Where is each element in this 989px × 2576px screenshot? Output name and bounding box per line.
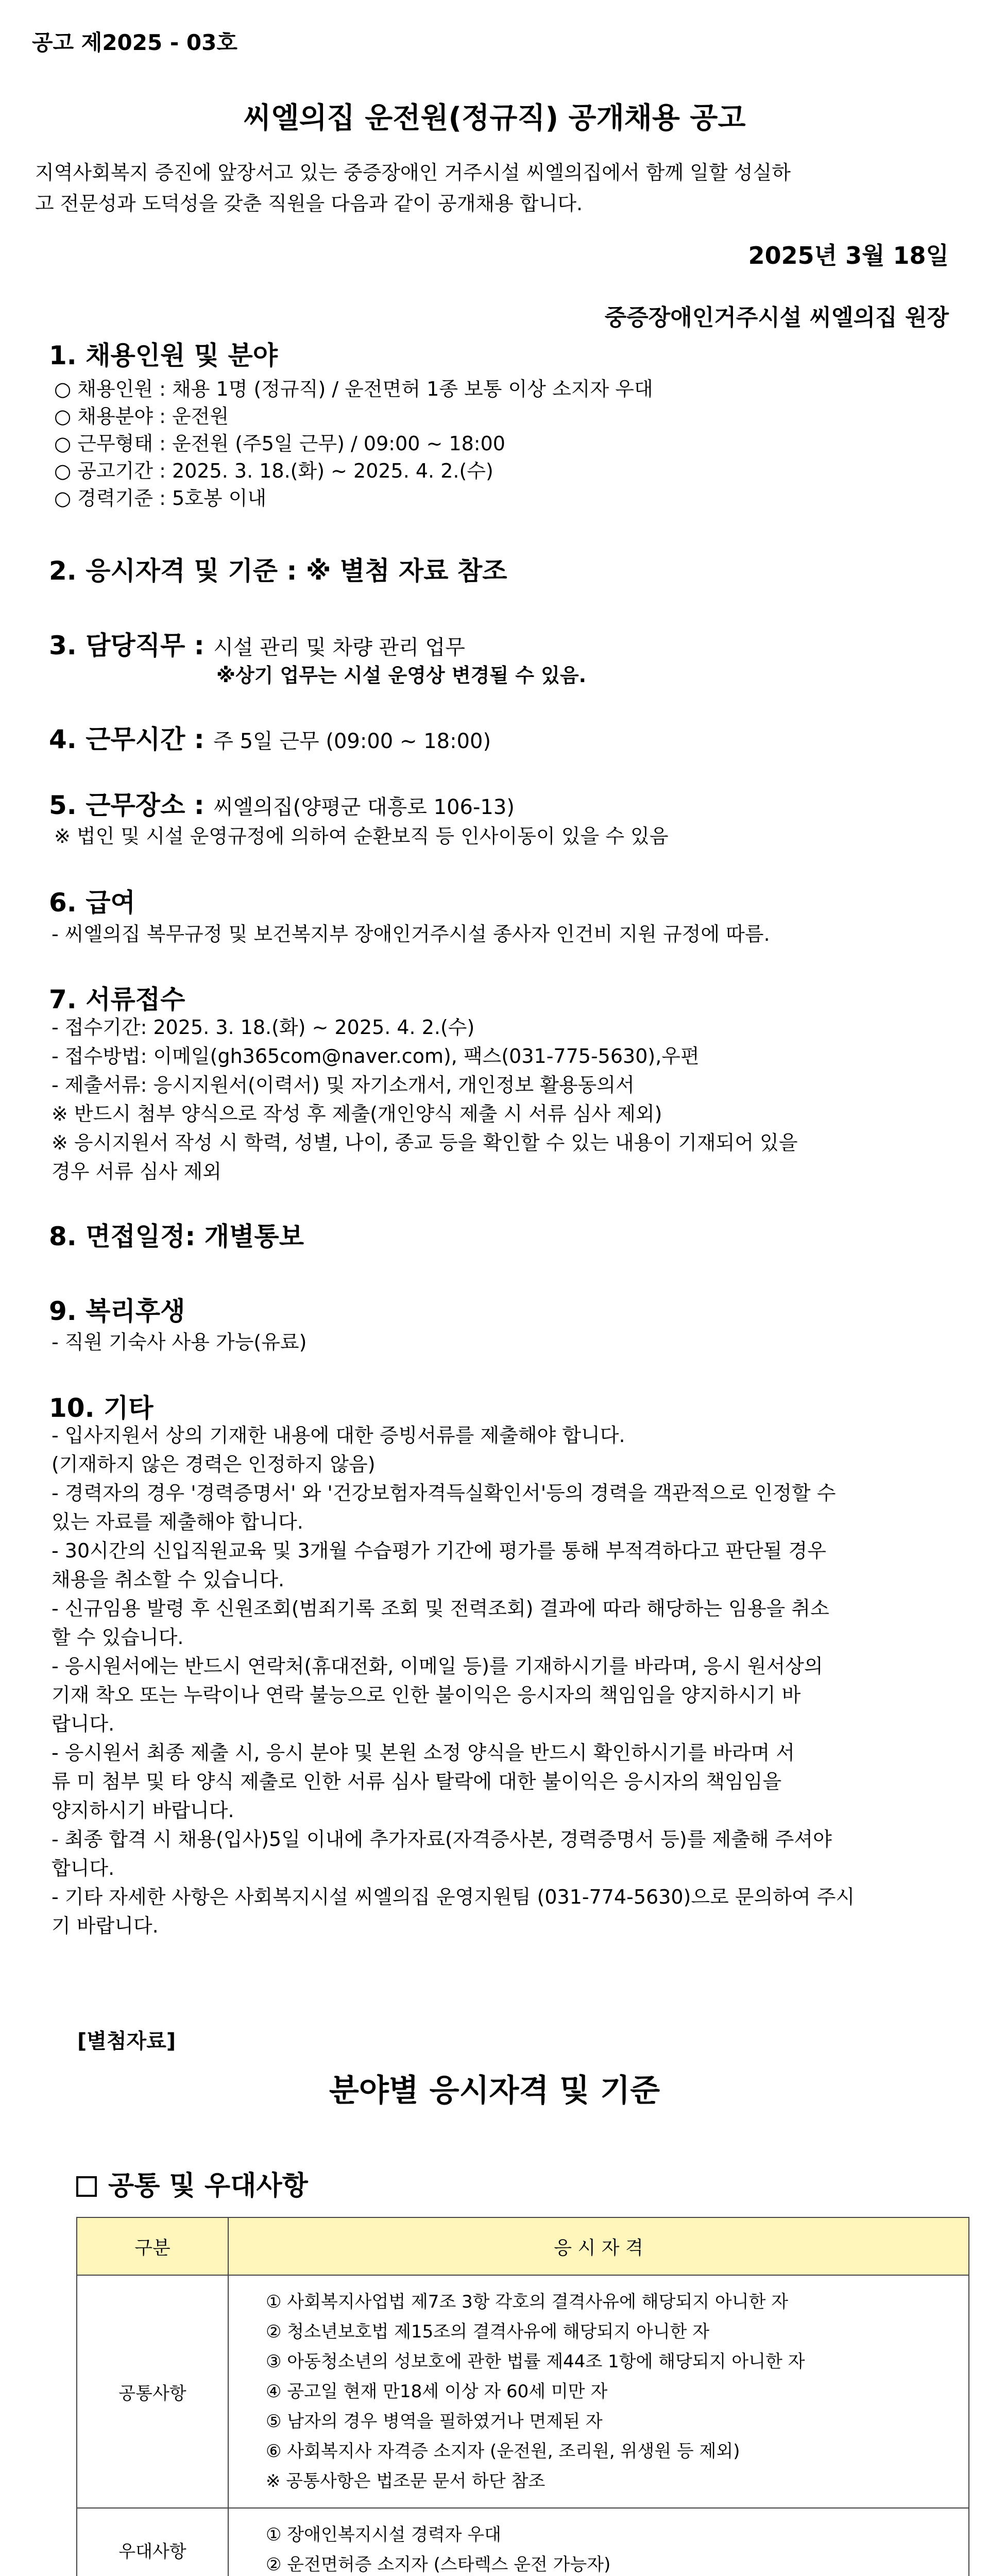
s7-line: - 제출서류: 응시지원서(이력서) 및 자기소개서, 개인정보 활용동의서 <box>52 1074 635 1096</box>
s10-line: 채용을 취소할 수 있습니다. <box>52 1568 285 1591</box>
s10-line: 기재 착오 또는 누락이나 연락 불능으로 인한 불이익은 응시자의 책임임을 양지하시기 바 <box>52 1684 801 1706</box>
qualification-item: ③ 아동청소년의 성보호에 관한 법률 제44조 1항에 해당되지 아니한 자 <box>266 2351 805 2372</box>
s7-line: ※ 반드시 첨부 양식으로 작성 후 제출(개인양식 제출 시 서류 심사 제외) <box>52 1103 662 1125</box>
section-5-text: 씨엘의집(양평군 대흥로 106-13) <box>213 795 515 819</box>
row-items <box>228 2275 969 2508</box>
page-title: 씨엘의집 운전원(정규직) 공개채용 공고 <box>243 101 746 135</box>
s10-line: 기 바랍니다. <box>52 1914 159 1937</box>
qualification-table <box>76 2217 969 2576</box>
s7-line: - 접수기간: 2025. 3. 18.(화) ~ 2025. 4. 2.(수) <box>52 1016 475 1039</box>
qualification-item: ⑥ 사회복지사 자격증 소지자 (운전원, 조리원, 위생원 등 제외) <box>266 2441 740 2462</box>
s10-line: 랍니다. <box>52 1713 115 1735</box>
section-9-text: - 직원 기숙사 사용 가능(유료) <box>52 1331 307 1353</box>
s1-item: ○ 채용분야 : 운전원 <box>54 405 229 428</box>
s1-item: ○ 경력기준 : 5호봉 이내 <box>54 487 267 510</box>
qualification-item: ※ 공통사항은 법조문 문서 하단 참조 <box>266 2471 545 2492</box>
row-category: 우대사항 <box>77 2508 228 2576</box>
row-items <box>228 2508 969 2576</box>
s10-line: 양지하시기 바랍니다. <box>52 1799 234 1822</box>
s10-line: (기재하지 않은 경력은 인정하지 않음) <box>52 1453 376 1476</box>
section-3-text: 시설 관리 및 차량 관리 업무 <box>213 636 465 659</box>
qualification-item: ⑤ 남자의 경우 병역을 필하였거나 면제된 자 <box>266 2411 603 2432</box>
s10-line: - 신규임용 발령 후 신원조회(범죄기록 조회 및 전력조회) 결과에 따라 해당하는 임용을 취소 <box>52 1597 829 1620</box>
section-4-heading <box>49 719 491 756</box>
s10-line: 할 수 있습니다. <box>52 1626 184 1649</box>
row-category: 공통사항 <box>77 2275 228 2508</box>
s10-line: - 기타 자세한 사항은 사회복지시설 씨엘의집 운영지원팀 (031-774-5630)으로 문의하여 주시 <box>52 1886 855 1908</box>
qualification-item: ① 사회복지사업법 제7조 3항 각호의 결격사유에 해당되지 아니한 자 <box>266 2292 789 2312</box>
section-6-heading: 6. 급여 <box>49 888 135 918</box>
common-section-heading <box>76 2164 308 2202</box>
s10-line: 합니다. <box>52 1857 115 1879</box>
qualification-item: ② 청소년보호법 제15조의 결격사유에 해당되지 아니한 자 <box>266 2321 710 2342</box>
table-header-category: 구분 <box>77 2217 228 2275</box>
section-2-heading: 2. 응시자격 및 기준 : ※ 별첨 자료 참조 <box>49 556 507 586</box>
section-5-heading <box>49 785 515 822</box>
s7-line: - 접수방법: 이메일(gh365com@naver.com), 팩스(031-775-5630),우편 <box>52 1045 700 1067</box>
section-4-text: 주 5일 근무 (09:00 ~ 18:00) <box>213 730 491 753</box>
s7-line: ※ 응시지원서 작성 시 학력, 성별, 나이, 종교 등을 확인할 수 있는 내용이 기재되어 있을 <box>52 1131 798 1154</box>
s10-line: - 경력자의 경우 '경력증명서' 와 '건강보험자격득실확인서'등의 경력을 객관적으로 인정할 수 <box>52 1482 836 1504</box>
s10-line: 류 미 첨부 및 타 양식 제출로 인한 서류 심사 탈락에 대한 불이익은 응시자의 책임임을 <box>52 1770 782 1793</box>
section-10-heading: 10. 기타 <box>49 1393 154 1423</box>
section-7-heading: 7. 서류접수 <box>49 985 185 1014</box>
table-header-row <box>77 2217 969 2275</box>
s1-item: ○ 근무형태 : 운전원 (주5일 근무) / 09:00 ~ 18:00 <box>54 432 505 455</box>
s7-line: 경우 서류 심사 제외 <box>52 1160 221 1183</box>
section-3-note: ※상기 업무는 시설 운영상 변경될 수 있음. <box>216 664 587 687</box>
notice-date: 2025년 3월 18일 <box>748 242 949 269</box>
section-5-title: 5. 근무장소 : <box>49 790 204 820</box>
section-3-heading <box>49 625 465 662</box>
s10-line: - 입사지원서 상의 기재한 내용에 대한 증빙서류를 제출해야 합니다. <box>52 1424 625 1447</box>
checkbox-square-icon <box>76 2176 97 2197</box>
common-section-title: 공통 및 우대사항 <box>108 2171 308 2201</box>
organization-name: 중증장애인거주시설 씨엘의집 원장 <box>604 304 949 331</box>
section-5-note: ※ 법인 및 시설 운영규정에 의하여 순환보직 등 인사이동이 있을 수 있음 <box>54 825 669 848</box>
s10-line: - 응시원서에는 반드시 연락처(휴대전화, 이메일 등)를 기재하시기를 바라며, 응시 원서상의 <box>52 1655 823 1677</box>
section-1-heading: 1. 채용인원 및 분야 <box>49 341 278 370</box>
attachment-label: [별첨자료] <box>77 2029 176 2053</box>
intro-line-1: 지역사회복지 증진에 앞장서고 있는 중증장애인 거주시설 씨엘의집에서 함께 일할 성실하 <box>35 161 791 184</box>
s10-line: 있는 자료를 제출해야 합니다. <box>52 1511 303 1533</box>
s1-item: ○ 공고기간 : 2025. 3. 18.(화) ~ 2025. 4. 2.(수) <box>54 460 493 482</box>
s10-line: - 30시간의 신입직원교육 및 3개월 수습평가 기간에 평가를 통해 부적격하다고 판단될 경우 <box>52 1539 826 1562</box>
intro-line-2: 고 전문성과 도덕성을 갖춘 직원을 다음과 같이 공개채용 합니다. <box>35 192 583 215</box>
table-header-qualification: 응 시 자 격 <box>228 2217 969 2275</box>
table-row <box>77 2275 969 2508</box>
section-6-text: - 씨엘의집 복무규정 및 보건복지부 장애인거주시설 종사자 인건비 지원 규정에 따름. <box>52 923 770 945</box>
qualification-item: ④ 공고일 현재 만18세 이상 자 60세 미만 자 <box>266 2381 608 2402</box>
s1-item: ○ 채용인원 : 채용 1명 (정규직) / 운전면허 1종 보통 이상 소지자 우대 <box>54 378 653 400</box>
section-9-heading: 9. 복리후생 <box>49 1296 185 1326</box>
table-row <box>77 2508 969 2576</box>
qualification-item: ② 운전면허증 소지자 (스타렉스 운전 가능자) <box>266 2554 611 2575</box>
attachment-title: 분야별 응시자격 및 기준 <box>329 2073 660 2109</box>
section-4-title: 4. 근무시간 : <box>49 724 204 754</box>
s10-line: - 최종 합격 시 채용(입사)5일 이내에 추가자료(자격증사본, 경력증명서 등)를 제출해 주셔야 <box>52 1828 832 1851</box>
section-8-heading: 8. 면접일정: 개별통보 <box>49 1222 304 1251</box>
qualification-item: ① 장애인복지시설 경력자 우대 <box>266 2524 502 2545</box>
s10-line: - 응시원서 최종 제출 시, 응시 분야 및 본원 소정 양식을 반드시 확인하시기를 바라며 서 <box>52 1741 795 1764</box>
notice-number: 공고 제2025 - 03호 <box>32 30 237 55</box>
section-3-title: 3. 담당직무 : <box>49 631 204 660</box>
